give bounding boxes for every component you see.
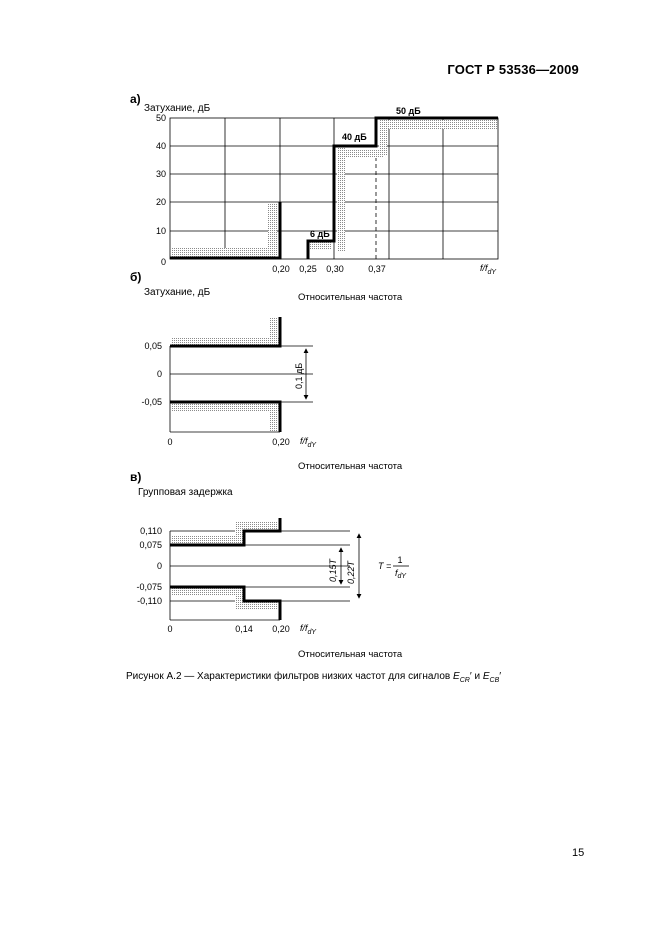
x-axis-label: $f/f_{dY}$ <box>300 436 317 449</box>
panel-b-y-title: Затухание, дБ <box>144 287 211 298</box>
x-tick-0: 0 <box>167 437 173 447</box>
dim-label-0-1db: 0,1 дБ <box>294 362 304 389</box>
y-tick-0-05: 0,05 <box>144 341 162 351</box>
y-tick-minus-0-075: -0,075 <box>136 582 162 592</box>
panel-b-label: б) <box>130 270 142 284</box>
y-tick-0-110: 0,110 <box>140 526 162 536</box>
y-tick-30: 30 <box>155 169 166 179</box>
x-axis-label: $f/f_{dY}$ <box>480 263 497 276</box>
y-tick-20: 20 <box>155 197 166 207</box>
panel-b-chart <box>141 317 317 449</box>
step-label-40db: 40 дБ <box>342 132 367 142</box>
panel-c-label: в) <box>130 470 142 484</box>
svg-text:fdY: $f_{dY}$ <box>395 568 407 580</box>
panel-c-y-title: Групповая задержка <box>138 487 233 498</box>
y-tick-50: 50 <box>155 113 166 123</box>
dim-label-0-15t: 0,15T <box>328 558 338 582</box>
step-label-6db: 6 дБ <box>310 229 330 239</box>
panel-a-y-title: Затухание, дБ <box>144 103 211 114</box>
svg-text:T =: T = <box>378 561 392 571</box>
x-tick-0: 0 <box>167 624 173 634</box>
panel-b-x-title: Относительная частота <box>298 461 403 472</box>
panel-b-top-x-title: Относительная частота <box>298 292 403 303</box>
dim-label-0-22t: 0,22T <box>346 560 356 584</box>
y-tick-0-075: 0,075 <box>139 540 162 550</box>
panel-b-mask-line <box>170 317 280 432</box>
document-header: ГОСТ Р 53536—2009 <box>447 62 579 77</box>
y-tick-minus-0-110: -0,110 <box>137 596 162 606</box>
x-tick-0-20: 0,20 <box>272 437 290 447</box>
panel-c-chart <box>136 518 409 636</box>
y-tick-0: 0 <box>156 561 162 571</box>
x-tick-0-14: 0,14 <box>235 624 253 634</box>
panel-a-chart <box>156 106 498 276</box>
panel-b-tolerance-band <box>171 318 279 431</box>
panel-a-label: а) <box>130 92 141 106</box>
y-tick-0: 0 <box>160 257 166 267</box>
panel-b-axes <box>170 346 313 432</box>
figure-caption: Рисунок А.2 — Характеристики фильтров низких частот для сигналов $E_{CR}'$ и $E_{CB}'$ <box>126 671 502 684</box>
x-tick-0-20: 0,20 <box>272 624 290 634</box>
step-label-50db: 50 дБ <box>396 106 421 116</box>
y-tick-40: 40 <box>155 141 166 151</box>
x-tick-0-30: 0,30 <box>326 264 344 274</box>
panel-c-x-title: Относительная частота <box>298 649 403 660</box>
x-axis-label: $f/f_{dY}$ <box>300 623 317 636</box>
period-formula <box>378 555 409 580</box>
y-tick-10: 10 <box>155 226 166 236</box>
y-tick-0: 0 <box>156 369 162 379</box>
x-tick-0-37: 0,37 <box>368 264 386 274</box>
page-number: 15 <box>572 847 585 859</box>
y-tick-minus-0-05: -0,05 <box>141 397 162 407</box>
x-tick-0-25: 0,25 <box>299 264 317 274</box>
svg-text:1: 1 <box>397 555 403 565</box>
x-tick-0-20: 0,20 <box>272 264 290 274</box>
